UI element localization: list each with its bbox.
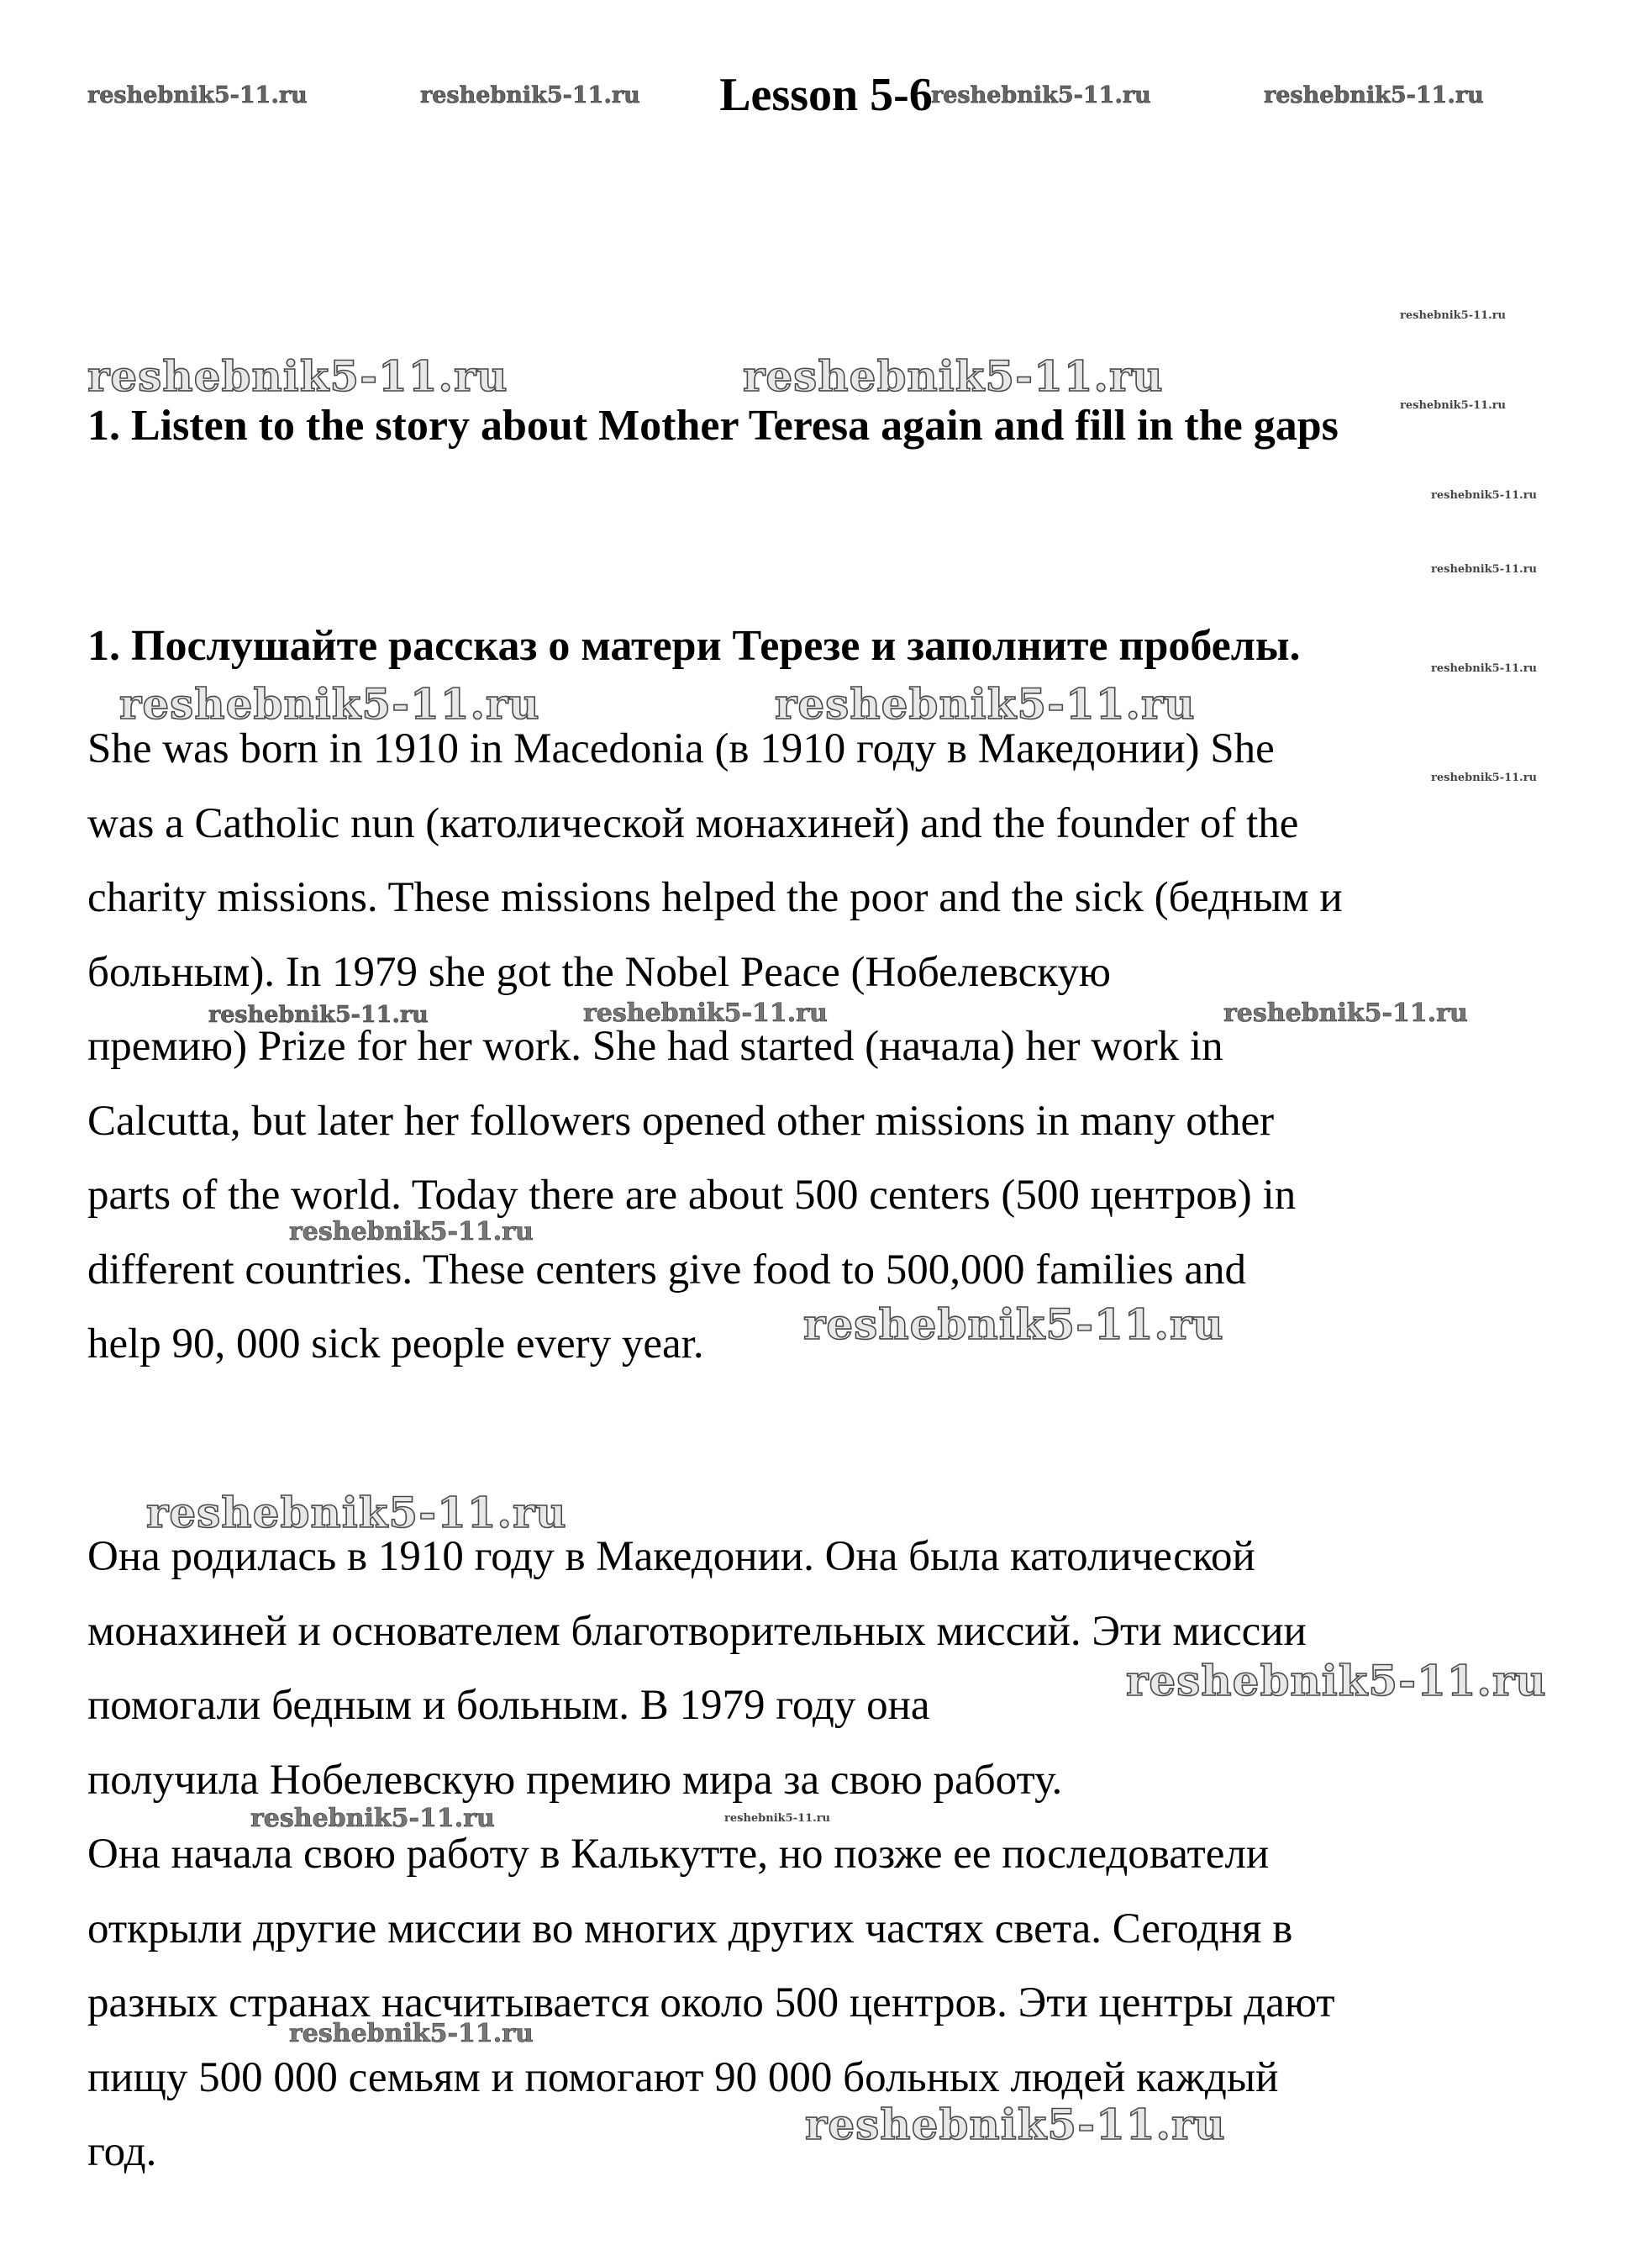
text-line: премию) Prize for her work. She had started (начала) her work in <box>87 1023 1223 1070</box>
text-line: Calcutta, but later her followers opened other missions in many other <box>87 1097 1275 1145</box>
watermark: reshebnik5-11.ru <box>1264 82 1484 108</box>
watermark: reshebnik5-11.ru <box>1223 999 1468 1028</box>
watermark: reshebnik5-11.ru <box>1431 772 1538 784</box>
text-line: different countries. These centers give food to 500,000 families and <box>87 1246 1246 1294</box>
watermark: reshebnik5-11.ru <box>146 1488 567 1537</box>
exercise-heading-russian: 1. Послушайте рассказ о матери Терезе и заполните пробелы. <box>87 622 1301 670</box>
watermark: reshebnik5-11.ru <box>208 1002 429 1028</box>
text-line: год. <box>87 2128 157 2175</box>
watermark: reshebnik5-11.ru <box>1400 399 1507 412</box>
watermark: reshebnik5-11.ru <box>583 999 828 1028</box>
watermark: reshebnik5-11.ru <box>289 2019 534 2048</box>
watermark: reshebnik5-11.ru <box>805 2100 1226 2149</box>
watermark: reshebnik5-11.ru <box>1431 563 1538 576</box>
watermark: reshebnik5-11.ru <box>250 1804 495 1833</box>
watermark: reshebnik5-11.ru <box>420 82 640 108</box>
watermark: reshebnik5-11.ru <box>931 82 1151 108</box>
watermark: reshebnik5-11.ru <box>775 679 1196 729</box>
text-line: помогали бедным и больным. В 1979 году она <box>87 1682 930 1729</box>
watermark: reshebnik5-11.ru <box>1126 1656 1547 1705</box>
story-paragraph-russian <box>87 1520 1583 2190</box>
watermark: reshebnik5-11.ru <box>1431 489 1538 502</box>
watermark: reshebnik5-11.ru <box>289 1217 534 1246</box>
text-line: получила Нобелевскую премию мира за свою работу. <box>87 1756 1063 1804</box>
text-line: was a Catholic nun (католической монахиней) and the founder of the <box>87 799 1299 847</box>
text-line: help 90, 000 sick people every year. <box>87 1320 704 1368</box>
text-line: разных странах насчитывается около 500 центров. Эти центры дают <box>87 1979 1335 2026</box>
text-line: больным). In 1979 she got the Nobel Peace (Нобелевскую <box>87 948 1111 996</box>
watermark: reshebnik5-11.ru <box>724 1812 831 1825</box>
text-line: Она начала свою работу в Калькутте, но позже ее последователи <box>87 1831 1270 1878</box>
text-line: parts of the world. Today there are about 500 centers (500 центров) in <box>87 1172 1297 1219</box>
text-line: She was born in 1910 in Macedonia (в 1910 году в Македонии) She <box>87 725 1275 772</box>
page-title: Lesson 5-6 <box>719 69 933 121</box>
exercise-heading-english: 1. Listen to the story about Mother Teresa again and fill in the gaps <box>87 402 1339 450</box>
watermark: reshebnik5-11.ru <box>1400 309 1507 322</box>
watermark: reshebnik5-11.ru <box>87 351 508 401</box>
watermark: reshebnik5-11.ru <box>803 1299 1224 1349</box>
text-line: пищу 500 000 семьям и помогают 90 000 больных людей каждый <box>87 2053 1279 2101</box>
watermark: reshebnik5-11.ru <box>119 679 540 729</box>
watermark: reshebnik5-11.ru <box>87 82 308 108</box>
text-line: Она родилась в 1910 году в Македонии. Она была католической <box>87 1533 1255 1580</box>
story-paragraph-english <box>87 712 1583 1382</box>
watermark: reshebnik5-11.ru <box>743 351 1164 401</box>
text-line: открыли другие миссии во многих других частях света. Сегодня в <box>87 1905 1293 1952</box>
text-line: charity missions. These missions helped the poor and the sick (бедным и <box>87 874 1343 921</box>
text-line: монахиней и основателем благотворительных миссий. Эти миссии <box>87 1607 1307 1655</box>
watermark: reshebnik5-11.ru <box>1431 662 1538 675</box>
